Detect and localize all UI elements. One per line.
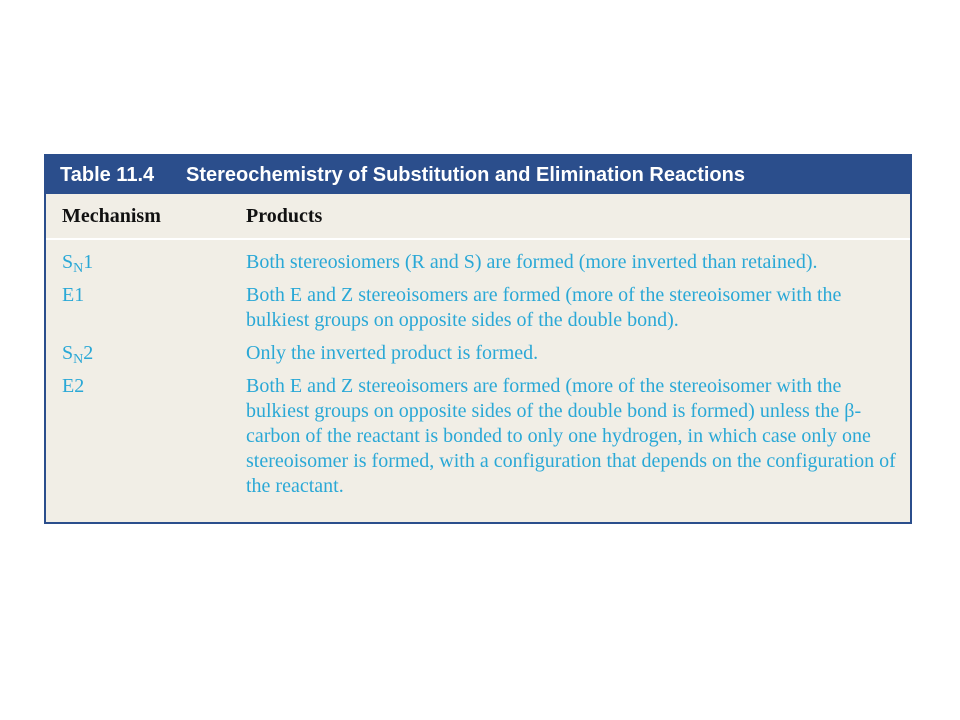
mechanism-cell: E1 xyxy=(62,284,85,306)
column-header-row xyxy=(46,194,910,240)
table-row-e2 xyxy=(46,374,910,499)
mechanism-cell: $S_N1$ xyxy=(62,251,94,276)
products-cell: Both stereosiomers (R and S) are formed (more inverted than retained). xyxy=(246,251,818,273)
mechanism-cell: $S_N2$ xyxy=(62,342,94,367)
table-11-4 xyxy=(44,154,912,524)
table-title-bar xyxy=(46,156,910,194)
products-header: Products xyxy=(246,204,323,227)
table-body xyxy=(46,240,910,499)
table-row-sn2 xyxy=(46,341,910,366)
table-row-sn1 xyxy=(46,250,910,275)
table-title: Stereochemistry of Substitution and Elimination Reactions xyxy=(186,163,745,186)
mechanism-cell: E2 xyxy=(62,375,85,397)
products-cell: Only the inverted product is formed. xyxy=(246,342,539,364)
mechanism-header: Mechanism xyxy=(62,204,161,227)
table-number: Table 11.4 xyxy=(60,163,155,186)
table-row-e1 xyxy=(46,283,910,333)
products-cell: Both E and Z stereoisomers are formed (more of the stereoisomer with the bulkiest groups on opposite sides of the double bond is formed) unless the β-carbon of the reactant is bonded to only one hydrogen, in which case only one stereoisomer is formed, with a configuration that depends on the configuration of the reactant. xyxy=(246,375,896,497)
products-cell: Both E and Z stereoisomers are formed (more of the stereoisomer with the bulkiest groups on opposite sides of the double bond). xyxy=(246,284,842,331)
